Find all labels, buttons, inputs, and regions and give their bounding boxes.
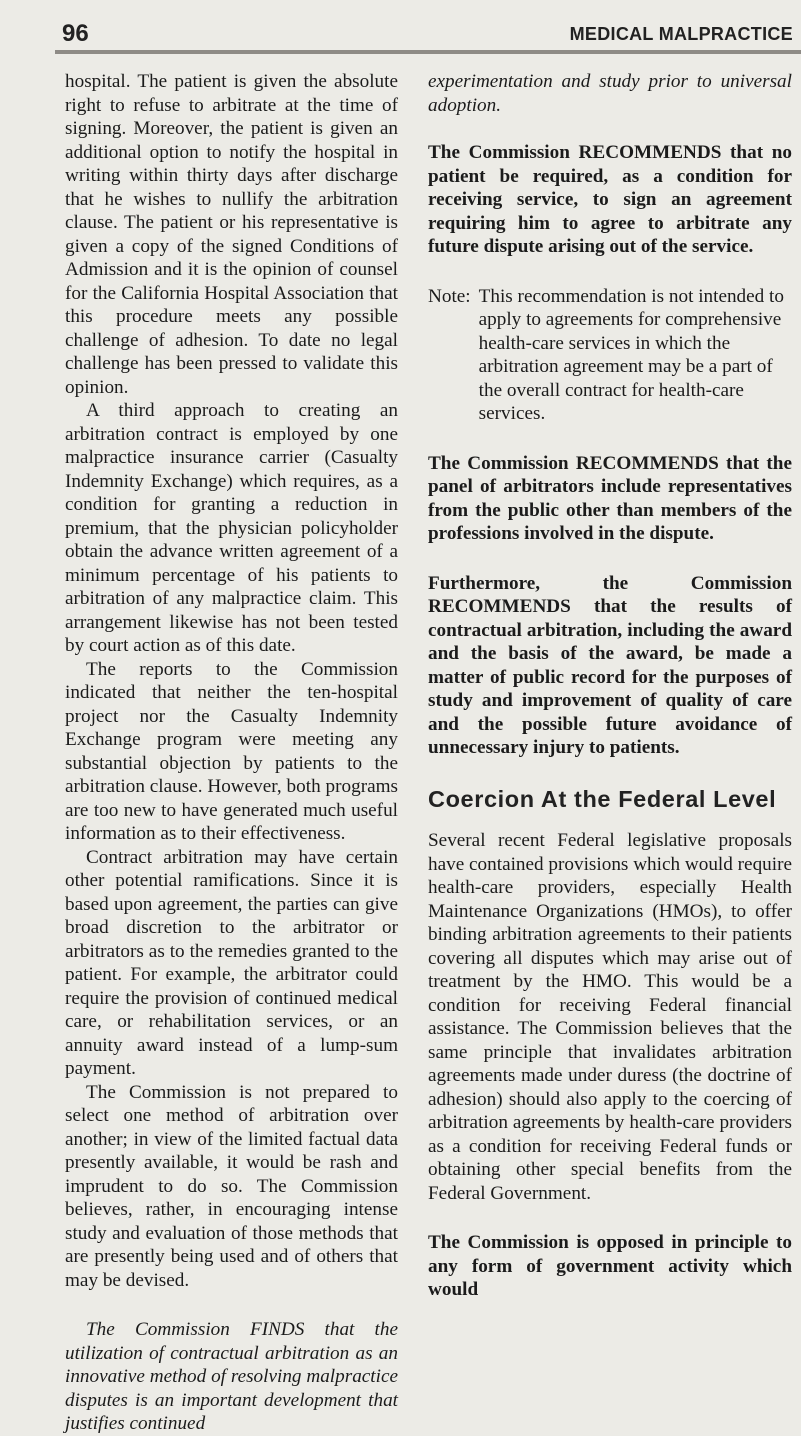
left-column xyxy=(65,70,398,1436)
right-column xyxy=(428,70,792,1302)
paragraph-ramifications: Contract arbitration may have certain other potential ramifications. Since it is based upon agreement, the parties can give broad discretion to the arbitrator or arbitrators as to the remedies granted to the patient. For example, the arbitrator could require the provision of continued medical care, or rehabilitation services, or an annuity award instead of a lump-sum payment. xyxy=(65,846,398,1079)
section-heading: Coercion At the Federal Level xyxy=(428,785,777,812)
header-rule xyxy=(55,50,801,54)
paragraph-reports: The reports to the Commission indicated that neither the ten-hospital project nor the Casualty Indemnity Exchange program were meeting any substantial objection by patients to the arbitration clause. However, both programs are too new to have generated much useful information as to their effectiveness. xyxy=(65,658,398,844)
recommendation-public-record: Furthermore, the Commission RECOMMENDS that the results of contractual arbitration, including the award and the basis of the award, be made a matter of public record for the purposes of study and improvement of quality of care and the possible future avoidance of unnecessary injury to patients. xyxy=(428,572,792,758)
paragraph-federal-proposals: Several recent Federal legislative proposals have contained provisions which would require health-care providers, especially Health Maintenance Organizations (HMOs), to offer binding arbitration agreements to their patients covering all disputes which may arise out of treatment by the HMO. This would be a condition for receiving Federal financial assistance. The Commission believes that the same principle that invalidates arbitration agreements made under duress (the doctrine of adhesion) should also apply to the coercing of arbitration agreements by health-care providers as a condition for receiving Federal funds or obtaining other special benefits from the Federal Government. xyxy=(428,830,792,1204)
page-header xyxy=(0,0,801,55)
running-head: MEDICAL MALPRACTICE xyxy=(569,24,793,44)
recommendation-no-required-arbitration: The Commission RECOMMENDS that no patient be required, as a condition for receiving service, to sign an agreement requiring him to agree to arbitrate any future dispute arising out of the service. xyxy=(428,142,792,257)
commission-finding: The Commission FINDS that the utilization of contractual arbitration as an innovative method of resolving malpractice disputes is an important development that justifies continued xyxy=(65,1319,398,1434)
paragraph-not-prepared: The Commission is not prepared to select one method of arbitration over another; in view of the limited factual data presently available, it would be rash and imprudent to do so. The Commission believes, rather, in encouraging intense study and evaluation of those methods that are presently being used and of others that may be devised. xyxy=(65,1081,398,1291)
paragraph-third-approach: A third approach to creating an arbitration contract is employed by one malpractice insurance carrier (Casualty Indemnity Exchange) which requires, as a condition for granting a reduction in premium, that the physician policyholder obtain the advance written agreement of a minimum percentage of his patients to arbitration of any malpractice claim. This arrangement likewise has not been tested by court action as of this date. xyxy=(65,400,398,656)
page-number: 96 xyxy=(62,20,89,47)
commission-finding-continued: experimentation and study prior to universal adoption. xyxy=(428,71,792,116)
note-text: This recommendation is not intended to apply to agreements for comprehensive health-care services in which the arbitration agreement may be a part of the overall contract for health-care services. xyxy=(478,285,784,424)
recommendation-panel-of-arbitrators: The Commission RECOMMENDS that the panel of arbitrators include representatives from the public other than members of the professions involved in the dispute. xyxy=(428,452,792,544)
note xyxy=(428,285,792,426)
note-label: Note: xyxy=(428,285,471,307)
paragraph-adhesion: hospital. The patient is given the absolute right to refuse to arbitrate at the time of signing. Moreover, the patient is given an additional option to notify the hospital in writing within thirty days after discharge that he wishes to nullify the arbitration clause. The patient or his representative is given a copy of the signed Conditions of Admission and it is the opinion of counsel for the California Hospital Association that this procedure meets any possible challenge of adhesion. To date no legal challenge has been pressed to validate this opinion. xyxy=(65,71,398,398)
recommendation-opposed-government-activity: The Commission is opposed in principle to any form of government activity which would xyxy=(428,1232,792,1300)
